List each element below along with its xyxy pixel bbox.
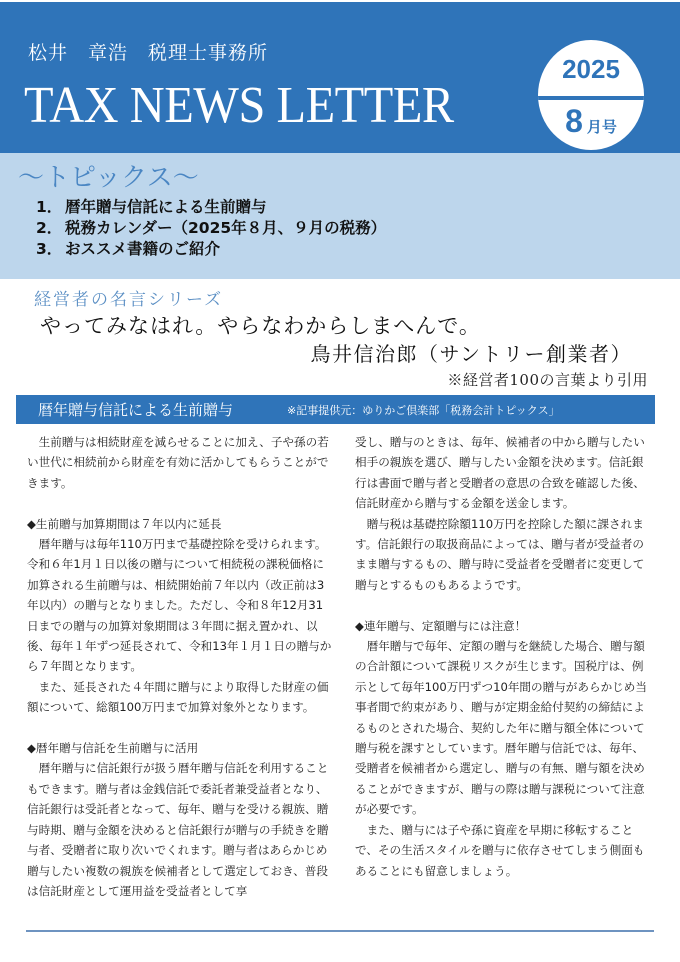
article-right-column [355, 432, 655, 881]
topic-number: 3． [36, 240, 63, 258]
article-paragraph: 受し、贈与のときは、毎年、候補者の中から贈与したい相手の親族を選び、贈与したい金額を決めます。信託銀行は書面で贈与者と受贈者の意思の合致を確認した後、信託財産から贈与する金額を送金します。 [355, 435, 645, 511]
topic-item [36, 197, 386, 218]
topic-label: 税務カレンダー（2025年８月、９月の税務） [65, 219, 387, 237]
article-subheading: ◆連年贈与、定額贈与には注意！ [355, 618, 527, 633]
topics-title: ～トピックス～ [18, 163, 199, 193]
issue-year: 2025 [562, 54, 620, 84]
quote-source: ※経営者100の言葉より引用 [447, 371, 648, 389]
article-paragraph: また、贈与には子や孫に資産を早期に移転することで、その生活スタイルを贈与に依存させてしまう側面もあることにも留意しましょう。 [355, 822, 645, 878]
topic-number: 2． [36, 219, 63, 237]
topic-number: 1． [36, 198, 63, 216]
issue-badge [538, 40, 644, 150]
article-credit: ※記事提供元：ゆりかご倶楽部「税務会計トピックス」 [287, 404, 560, 417]
issue-month [538, 103, 644, 140]
article-paragraph: 贈与税は基礎控除額110万円を控除した額に課されます。信託銀行の取扱商品によっては、贈与者が受益者のまま贈与するもの、贈与時に受益者を受贈者に変更して贈与とするものもあるようです。 [355, 516, 645, 592]
topic-item [36, 239, 386, 260]
topic-label: おススメ書籍のご紹介 [65, 240, 221, 258]
article-paragraph: また、延長された４年間に贈与により取得した財産の価額について、総額100万円まで加算対象外となります。 [27, 679, 329, 715]
quote-text: やってみなはれ。やらなわからしまへんで。 [40, 314, 481, 338]
topics-panel [0, 153, 680, 279]
article-paragraph: 暦年贈与で毎年、定額の贈与を継続した場合、贈与額の合計額について課税リスクが生じます。国税庁は、例示として毎年100万円ずつ10年間の贈与があらかじめ当事者間で約束があり、贈与が定期金給付契約の締結によるものとされた場合、契約した年に贈与額全体について贈与税を課すとしています。暦年贈与信託では、毎年、受贈者を候補者から選定し、贈与の有無、贈与額を決めることができますが、贈与の際は贈与課税について注意が必要です。 [355, 639, 647, 817]
article-title: 暦年贈与信託による生前贈与 [38, 401, 234, 419]
newsletter-title: TAX NEWS LETTER [24, 77, 454, 134]
article-header-bar [16, 395, 655, 424]
quote-author: 鳥井信治郎（サントリー創業者） [310, 342, 632, 366]
topics-list [36, 197, 386, 260]
issue-month-number: 8 [565, 103, 583, 139]
article-paragraph: 暦年贈与に信託銀行が扱う暦年贈与信託を利用することもできます。贈与者は金銭信託で委託者兼受益者となり、信託銀行は受託者となって、毎年、贈与を受ける親族、贈与時期、贈与金額を決めると信託銀行が贈与の手続きを贈与者、受贈者に取り次いでくれます。贈与者はあらかじめ贈与したい複数の親族を候補者として選定しておき、普段は信託財産として運用益を受益者として享 [27, 761, 329, 898]
article-paragraph: 生前贈与は相続財産を減らせることに加え、子や孫の若い世代に相続前から財産を有効に活かしてもらうことができます。 [27, 435, 329, 490]
quote-series-label: 経営者の名言シリーズ [34, 290, 224, 310]
article-subheading: ◆生前贈与加算期間は７年以内に延長 [27, 516, 222, 531]
badge-divider [538, 96, 644, 100]
article-paragraph: 暦年贈与は毎年110万円まで基礎控除を受けられます。令和６年1月１日以後の贈与について相続税の課税価格に加算される生前贈与は、相続開始前７年以内（改正前は3年以内）の贈与となりました。ただし、令和８年12月31日までの贈与の加算対象期間は３年間に据え置かれ、以後、毎年１年ずつ延長されて、令和13年１月１日の贈与から７年間となります。 [27, 537, 332, 674]
topic-label: 暦年贈与信託による生前贈与 [65, 198, 267, 216]
office-name: 松井 章浩 税理士事務所 [28, 42, 269, 64]
topic-item [36, 218, 386, 239]
masthead [0, 2, 680, 153]
article-left-column [27, 432, 333, 901]
issue-month-suffix: 月号 [586, 119, 617, 136]
article-subheading: ◆暦年贈与信託を生前贈与に活用 [27, 741, 199, 756]
bottom-divider [26, 930, 654, 932]
